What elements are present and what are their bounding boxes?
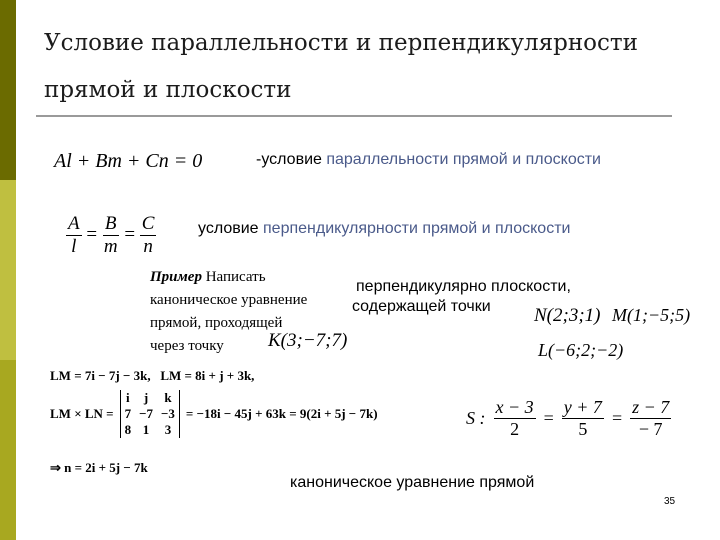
fraction-z: [630, 398, 671, 439]
fraction-denominator: − 7: [638, 418, 663, 439]
example-line3: прямой, проходящей: [150, 315, 283, 331]
matrix-cell: −3: [161, 406, 175, 421]
example-line4: через точку: [150, 338, 224, 354]
fraction-numerator: z − 7: [632, 397, 670, 417]
perpendicular-formula: $\frac{A}{l}$ = $\frac{B}{m}$ = $\frac{C}{n}$: [68, 213, 155, 257]
example-line2: каноническое уравнение: [150, 292, 308, 308]
parallel-label-highlight: параллельности прямой и плоскости: [326, 151, 601, 168]
fraction-numerator: C: [141, 213, 155, 234]
matrix-cell: 3: [164, 422, 172, 437]
point-m: M(1;−5;5): [612, 305, 691, 325]
vectors-line: LM = 7i − 7j − 3k, LM = 8i + j + 3k,: [50, 368, 255, 383]
perpendicular-label-highlight: перпендикулярности прямой и плоскости: [263, 220, 571, 237]
fraction-a-l: [66, 214, 82, 258]
fraction-c-n: [140, 214, 157, 258]
example-sans-line1: перпендикулярно плоскости,: [356, 278, 571, 295]
matrix-cell: 8: [124, 422, 132, 437]
normal-vector-line: ⇒ n = 2i + 5j − 7k: [50, 460, 148, 475]
perpendicular-label: [198, 220, 570, 238]
fraction-numerator: y + 7: [563, 397, 602, 417]
matrix-cell: k: [164, 390, 172, 405]
title-divider: [36, 115, 672, 117]
slide-title-line1: Условие параллельности и перпендикулярности: [44, 30, 638, 56]
parallel-label-prefix: -условие: [256, 151, 327, 168]
matrix-cell: 1: [142, 422, 150, 437]
fraction-numerator: x − 3: [495, 397, 534, 417]
sidebar-stripe-middle: [0, 180, 16, 360]
perpendicular-label-prefix: условие: [198, 220, 264, 237]
fraction-denominator: 5: [578, 418, 588, 439]
point-l: L(−6;2;−2): [538, 340, 624, 360]
example-sans-line2: содержащей точки: [352, 298, 491, 315]
slide-title-line2: прямой и плоскости: [44, 77, 292, 103]
line-s-name: S :: [466, 408, 486, 429]
page-number: 35: [664, 496, 676, 507]
fraction-x: [494, 398, 536, 439]
point-n: N(2;3;1): [534, 305, 601, 326]
example-line1: Написать: [201, 269, 266, 285]
canonical-caption: каноническое уравнение прямой: [290, 474, 535, 491]
point-k: K(3;−7;7): [268, 330, 348, 351]
fraction-denominator: l: [71, 235, 77, 257]
fraction-y: [562, 398, 604, 439]
parallel-formula: Al + Bm + Cn = 0: [54, 150, 203, 172]
determinant-matrix: [120, 390, 180, 438]
line-s-equation: S : $\frac{x - 3}{2}$ = $\frac{y + 7}{5}$ = $\frac{z - 7}{- 7}$: [466, 397, 670, 439]
matrix-cell: 7: [124, 406, 132, 421]
cross-product-left: LM × LN =: [50, 406, 114, 421]
fraction-denominator: 2: [510, 418, 520, 439]
fraction-denominator: n: [143, 235, 153, 257]
fraction-numerator: B: [104, 213, 117, 234]
sidebar-stripe-bottom: [0, 360, 16, 540]
sidebar-stripe-top: [0, 0, 16, 180]
matrix-cell: −7: [139, 406, 153, 421]
parallel-label: [256, 151, 601, 169]
fraction-denominator: m: [103, 235, 118, 257]
fraction-numerator: A: [68, 213, 80, 234]
fraction-b-m: [102, 214, 120, 258]
matrix-cell: j: [143, 390, 149, 405]
example-heading: Пример: [150, 269, 202, 285]
cross-product-row: [50, 390, 378, 438]
matrix-cell: i: [126, 390, 130, 405]
cross-product-right: = −18i − 45j + 63k = 9(2i + 5j − 7k): [185, 406, 378, 421]
